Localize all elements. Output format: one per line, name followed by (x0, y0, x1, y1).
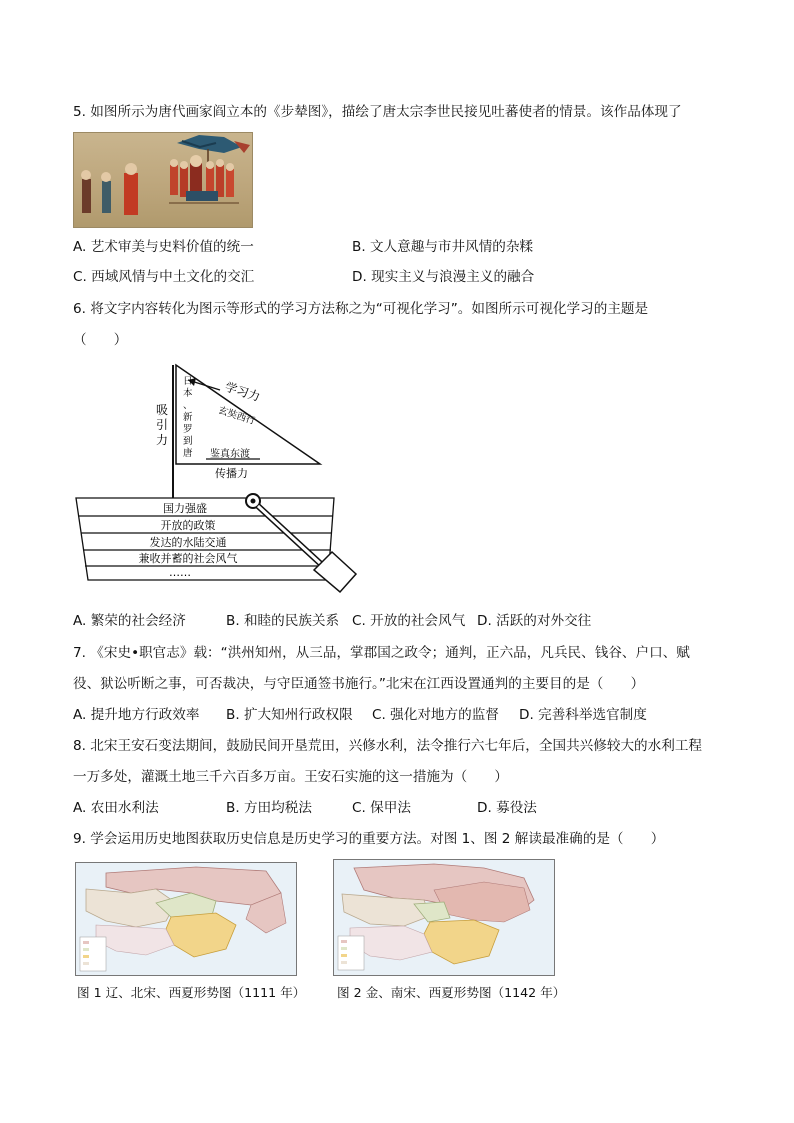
q6-option-b[interactable]: B. 和睦的民族关系 (226, 613, 340, 629)
sail-left-text-1: 日 (183, 376, 193, 387)
q8-line-1: 8. 北宋王安石变法期间，鼓励民间开垦荒田，兴修水利，法令推行六七年后，全国共兴修较大的水利工程 (73, 738, 703, 754)
q8-option-d[interactable]: D. 募役法 (477, 800, 537, 816)
q7-option-a[interactable]: A. 提升地方行政效率 (73, 707, 200, 723)
q5-option-a[interactable]: A. 艺术审美与史料价值的统一 (73, 239, 254, 255)
q9-stem: 9. 学会运用历史地图获取历史信息是历史学习的重要方法。对图 1、图 2 解读最准确的是（ ） (73, 831, 665, 847)
svg-text:引: 引 (155, 418, 169, 432)
spread-label: 传播力 (215, 467, 248, 480)
q8-line-2: 一万多处，灌溉土地三千六百多万亩。王安石实施的这一措施为（ ） (73, 769, 508, 785)
learn-label: 学习力 (223, 379, 262, 405)
svg-text:罗: 罗 (183, 424, 193, 435)
figure-2-caption: 图 2 金、南宋、西夏形势图（1142 年） (337, 985, 566, 1000)
jianzhen-label: 鉴真东渡 (210, 449, 250, 460)
hull-row-2: 开放的政策 (160, 519, 216, 532)
figure-1-caption: 图 1 辽、北宋、西夏形势图（1111 年） (77, 985, 306, 1000)
svg-text:力: 力 (155, 433, 169, 447)
bunian-painting (73, 132, 253, 228)
q7-option-b[interactable]: B. 扩大知州行政权限 (226, 707, 353, 723)
q6-option-d[interactable]: D. 活跃的对外交往 (477, 613, 592, 629)
sailboat-diagram (70, 360, 370, 610)
map-liao-song-xixia (75, 862, 297, 976)
hull-row-4: 兼收并蓄的社会风气 (138, 552, 238, 565)
q8-option-c[interactable]: C. 保甲法 (352, 800, 411, 816)
xuanzang-label: 玄奘西行 (216, 404, 257, 428)
svg-text:吸: 吸 (155, 403, 169, 417)
q5-option-d[interactable]: D. 现实主义与浪漫主义的融合 (352, 269, 535, 285)
q7-option-d[interactable]: D. 完善科举选官制度 (519, 707, 647, 723)
hull-row-5: …… (169, 566, 191, 579)
svg-text:本: 本 (183, 388, 193, 399)
map-jin-nansong-xixia (333, 859, 555, 976)
q6-option-a[interactable]: A. 繁荣的社会经济 (73, 613, 186, 629)
q8-option-a[interactable]: A. 农田水利法 (73, 800, 159, 816)
q5-option-c[interactable]: C. 西域风情与中土文化的交汇 (73, 269, 255, 285)
q6-answer-paren: （ ） (73, 332, 128, 348)
q7-option-c[interactable]: C. 强化对地方的监督 (372, 707, 499, 723)
svg-text:新: 新 (183, 412, 193, 423)
q6-stem: 6. 将文字内容转化为图示等形式的学习方法称之为“可视化学习”。如图所示可视化学习的主题是 (73, 301, 649, 317)
q5-stem: 5. 如图所示为唐代画家阎立本的《步辇图》，描绘了唐太宗李世民接见吐蕃使者的情景。该作品体现了 (73, 104, 682, 120)
svg-text:、: 、 (183, 400, 193, 411)
q7-line-2: 役、狱讼听断之事，可否裁决，与守臣通签书施行。”北宋在江西设置通判的主要目的是（ ） (73, 676, 645, 692)
hull-row-1: 国力强盛 (163, 502, 207, 515)
q7-line-1: 7. 《宋史•职官志》载：“洪州知州，从三品，掌郡国之政令；通判，正六品，凡兵民、钱谷、户口、赋 (73, 645, 690, 661)
q8-option-b[interactable]: B. 方田均税法 (226, 800, 312, 816)
q5-option-b[interactable]: B. 文人意趣与市井风情的杂糅 (352, 239, 534, 255)
painting-illustration (74, 133, 252, 227)
hull-row-3: 发达的水陆交通 (149, 536, 227, 549)
svg-text:到: 到 (183, 436, 193, 447)
svg-text:唐: 唐 (183, 448, 193, 459)
q6-option-c[interactable]: C. 开放的社会风气 (352, 613, 466, 629)
